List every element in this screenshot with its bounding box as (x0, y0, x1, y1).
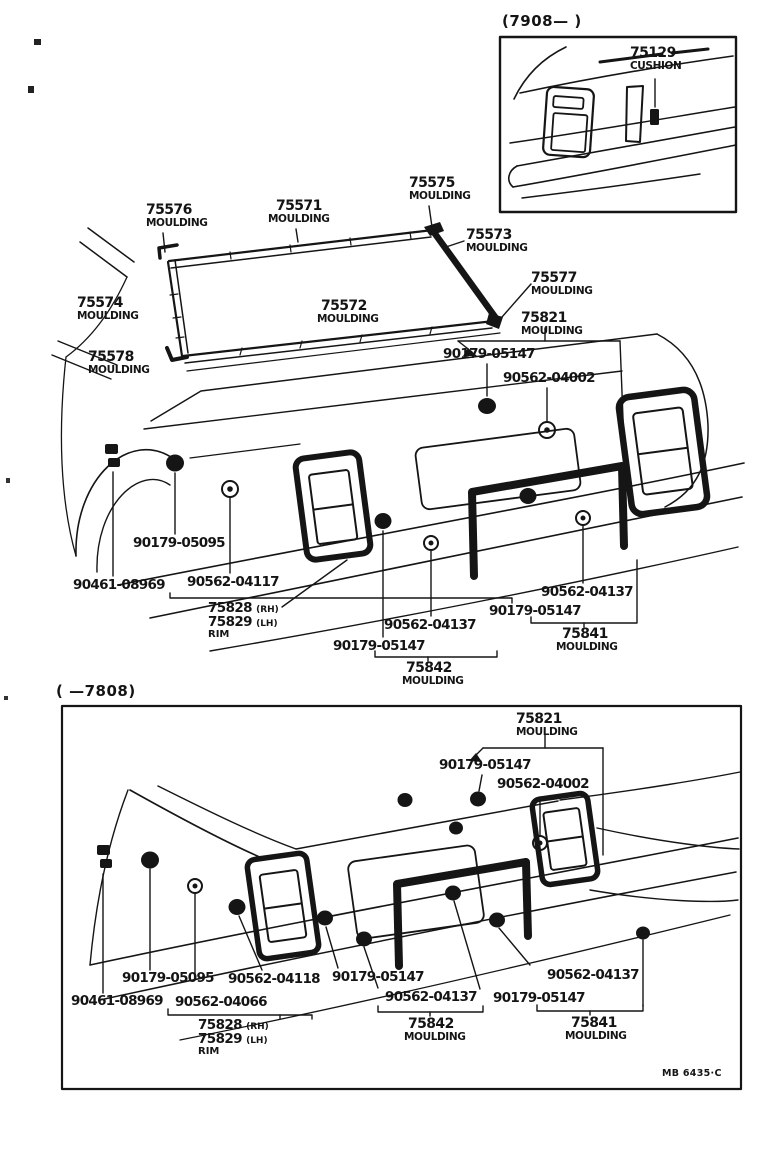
early-fastener-90179-05095: 90179-05095 (122, 970, 214, 986)
fastener-label-90179-05147-top: 90179-05147 (443, 346, 535, 362)
early-fastener-90461-08969: 90461-08969 (71, 993, 163, 1009)
fastener-label-90179-05147-right: 90179-05147 (489, 603, 581, 619)
early-part-label-75841: 75841 MOULDING (565, 1015, 627, 1042)
rim-part-rh: 75828 (208, 600, 252, 616)
fastener-label-90461-08969: 90461-08969 (73, 577, 165, 593)
early-rim-label-group (198, 1018, 269, 1057)
figure-code: MB 6435·C (662, 1068, 722, 1079)
early-fastener-90562-04137-mid: 90562-04137 (385, 989, 477, 1005)
rim-part-lh: 75829 (208, 614, 252, 631)
early-fastener-90562-04137-right: 90562-04137 (547, 967, 639, 983)
early-fastener-90562-04066: 90562-04066 (175, 994, 267, 1010)
part-label-75577: 75577 MOULDING (531, 270, 593, 297)
part-label-75842: 75842 MOULDING (402, 660, 464, 687)
part-label-75841: 75841 MOULDING (556, 626, 618, 653)
early-rim-side-rh: (RH) (246, 1022, 269, 1032)
fastener-label-90562-04137-right: 90562-04137 (541, 584, 633, 600)
early-rim-part-lh: 75829 (198, 1031, 242, 1048)
speck-artifacts (4, 39, 41, 700)
early-fastener-90562-04002: 90562-04002 (497, 776, 589, 792)
part-label-75574: 75574 MOULDING (77, 295, 139, 322)
rim-tag: RIM (208, 628, 230, 640)
part-name: CUSHION (630, 59, 682, 72)
fastener-label-90562-04002: 90562-04002 (503, 370, 595, 386)
early-fastener-90562-04118: 90562-04118 (228, 971, 320, 987)
early-rim-tag: RIM (198, 1045, 220, 1057)
inset-art (500, 37, 736, 212)
rim-side-lh: (LH) (256, 619, 278, 630)
early-rim-part-rh: 75828 (198, 1017, 242, 1033)
early-part-label-75821: 75821 MOULDING (516, 711, 578, 738)
early-range-label: ( —7808) (56, 682, 136, 700)
fastener-label-90179-05095: 90179-05095 (133, 535, 225, 551)
part-label-75572: 75572 MOULDING (317, 298, 379, 325)
early-rim-side-lh: (LH) (246, 1036, 268, 1047)
early-fastener-90179-05147-left: 90179-05147 (332, 969, 424, 985)
early-part-label-75842: 75842 MOULDING (404, 1016, 466, 1043)
part-label-75571: 75571 MOULDING (268, 198, 330, 225)
fastener-label-90179-05147-left: 90179-05147 (333, 638, 425, 654)
part-number: 75129 (630, 45, 676, 61)
part-label-75129 (630, 46, 681, 71)
rim-label-group (208, 601, 279, 640)
part-label-75573: 75573 MOULDING (466, 227, 528, 254)
early-fastener-90179-05147-mid: 90179-05147 (493, 990, 585, 1006)
part-label-75578: 75578 MOULDING (88, 349, 150, 376)
early-art (62, 706, 741, 1089)
rim-side-rh: (RH) (256, 605, 279, 615)
fastener-label-90562-04137-left: 90562-04137 (384, 617, 476, 633)
part-label-75821: 75821 MOULDING (521, 310, 583, 337)
part-label-75575: 75575 MOULDING (409, 175, 471, 202)
part-label-75576: 75576 MOULDING (146, 202, 208, 229)
fastener-label-90562-04117: 90562-04117 (187, 574, 279, 590)
early-fastener-90179-05147-top: 90179-05147 (439, 757, 531, 773)
inset-range-label: (7908— ) (502, 12, 582, 30)
